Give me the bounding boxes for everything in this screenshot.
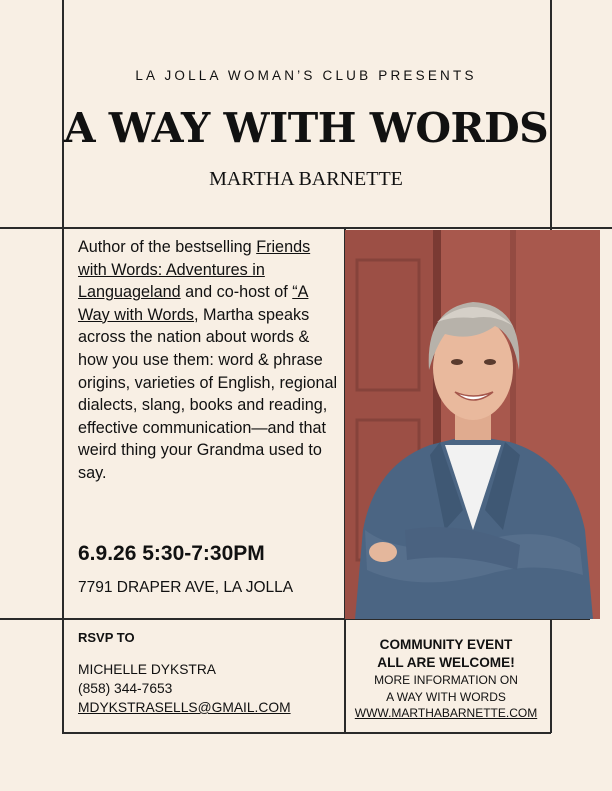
welcome-label: ALL ARE WELCOME!: [377, 655, 515, 670]
event-address: 7791 DRAPER AVE, LA JOLLA: [78, 579, 294, 596]
middle-left-divider: [62, 228, 64, 733]
speaker-photo: [345, 230, 600, 619]
book-title-link[interactable]: Friends with Words: Adventures in Languageland: [78, 238, 311, 302]
bio-body: , Martha speaks across the nation about words & how you use them: word & phrase origins, varieties of English, regional dialects, slang, books and reading, effective communication—and that weird thing your Grandma used to say.: [78, 305, 338, 482]
show-name-label: A WAY WITH WORDS: [386, 689, 506, 704]
speaker-bio: [78, 236, 340, 485]
rsvp-contact: [78, 660, 291, 717]
footer-right-divider: [550, 618, 552, 733]
event-title: A WAY WITH WORDS: [63, 104, 549, 152]
contact-email-link[interactable]: MDYKSTRASELLS@GMAIL.COM: [78, 700, 291, 715]
presenter-line: LA JOLLA WOMAN’S CLUB PRESENTS: [135, 68, 477, 83]
footer-bottom-rule: [62, 732, 551, 734]
bio-cohost: and co-host of: [185, 283, 293, 302]
website-link[interactable]: WWW.MARTHABARNETTE.COM: [354, 706, 538, 720]
speaker-name: MARTHA BARNETTE: [209, 168, 403, 190]
show-title-link[interactable]: “A Way with Words: [78, 283, 309, 324]
rsvp-heading: RSVP TO: [78, 630, 135, 645]
community-info: [346, 636, 546, 722]
more-info-label: MORE INFORMATION ON: [374, 673, 518, 687]
event-datetime: 6.9.26 5:30-7:30PM: [78, 542, 265, 565]
bio-intro: Author of the bestselling: [78, 238, 252, 256]
community-event-label: COMMUNITY EVENT: [379, 637, 513, 652]
header-bottom-rule: [0, 227, 612, 229]
contact-phone[interactable]: (858) 344-7653: [78, 681, 173, 696]
contact-name: MICHELLE DYKSTRA: [78, 662, 217, 677]
